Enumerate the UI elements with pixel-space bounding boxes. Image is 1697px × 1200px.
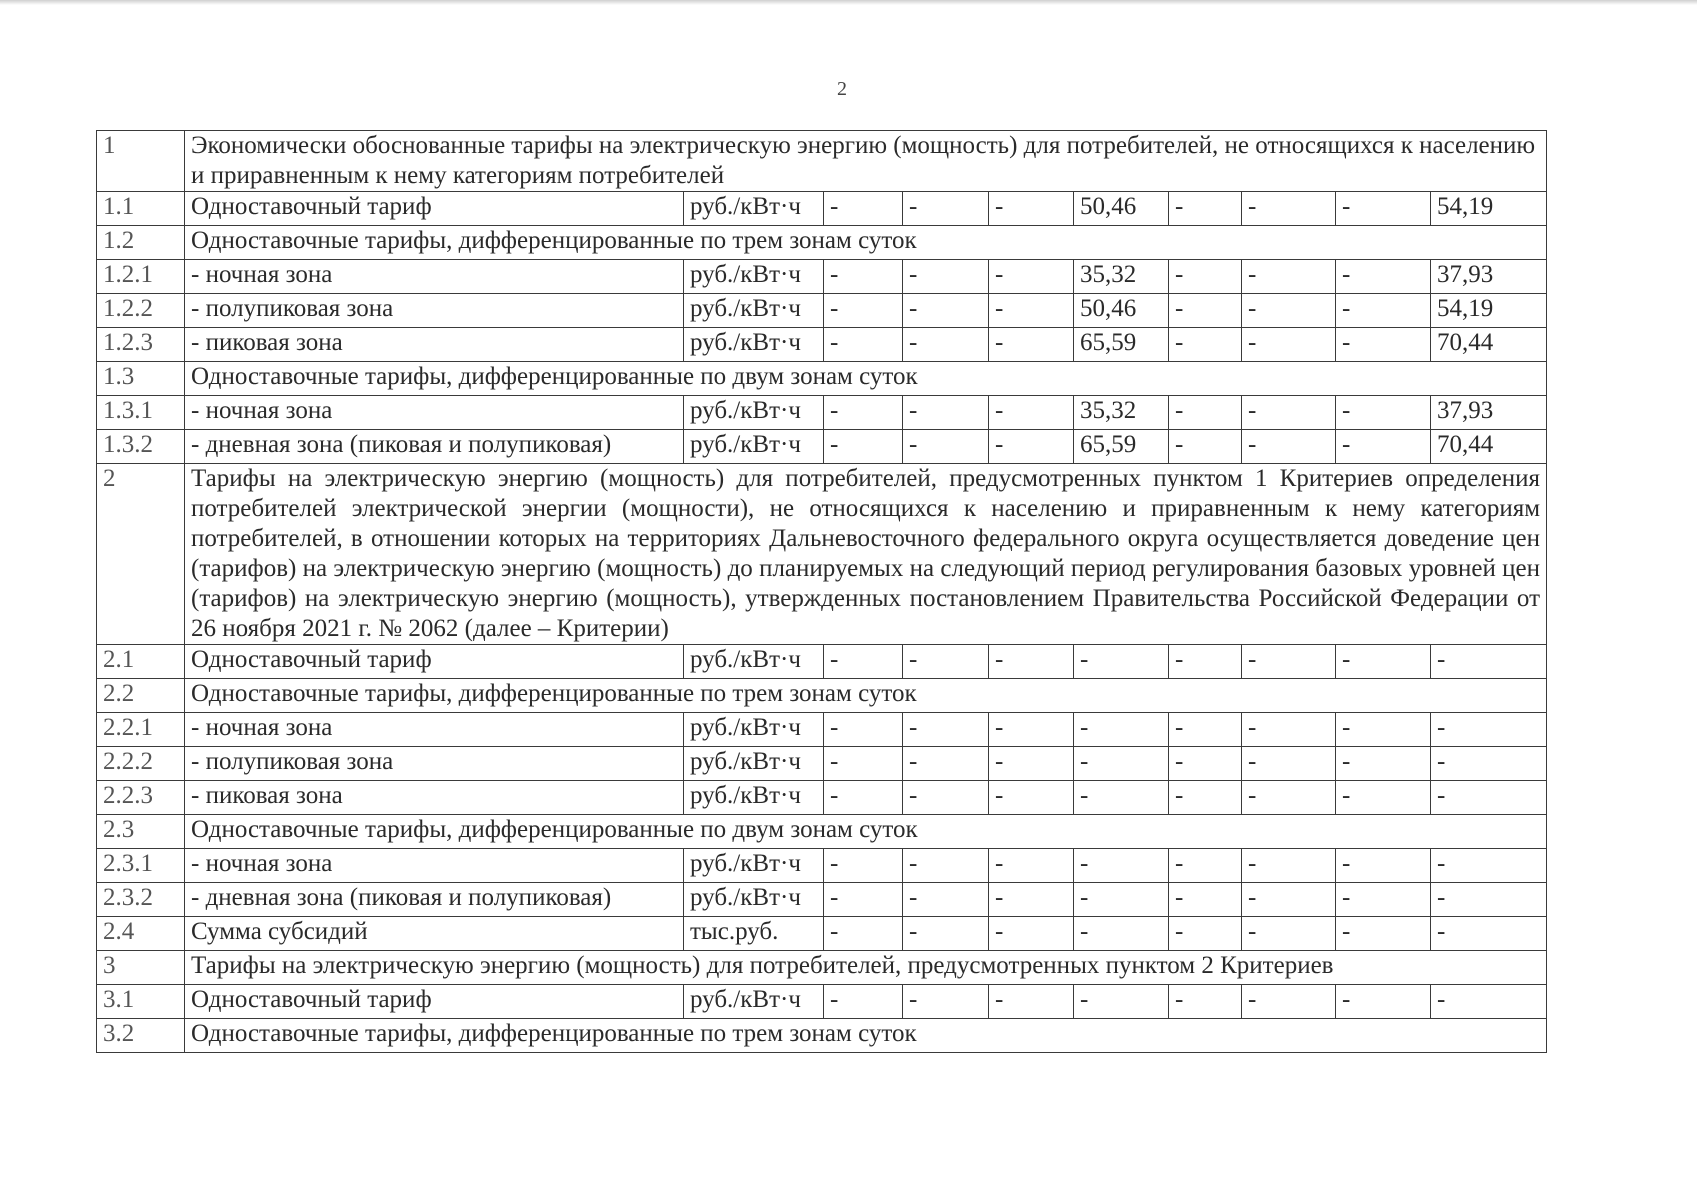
- row-number: 1.2.2: [97, 294, 185, 328]
- row-number: 1.1: [97, 192, 185, 226]
- value-cell: -: [824, 328, 903, 362]
- unit-cell: руб./кВт·ч: [684, 396, 824, 430]
- value-cell: -: [1242, 645, 1336, 679]
- row-number: 1.2.1: [97, 260, 185, 294]
- value-cell: -: [1242, 430, 1336, 464]
- indicator-name: - ночная зона: [185, 260, 684, 294]
- value-cell: 54,19: [1431, 294, 1547, 328]
- value-cell: -: [1074, 747, 1169, 781]
- indicator-name: Одноставочный тариф: [185, 985, 684, 1019]
- value-cell: -: [1169, 747, 1242, 781]
- value-cell: -: [1336, 985, 1431, 1019]
- value-cell: -: [1431, 713, 1547, 747]
- value-cell: -: [1169, 294, 1242, 328]
- value-cell: -: [1431, 645, 1547, 679]
- value-cell: -: [903, 849, 989, 883]
- section-row: [97, 1019, 1547, 1053]
- row-number: 2: [97, 464, 185, 645]
- value-cell: -: [1336, 260, 1431, 294]
- value-cell: -: [1074, 985, 1169, 1019]
- scan-top-edge: [0, 0, 1697, 5]
- section-title: Одноставочные тарифы, дифференцированные по трем зонам суток: [185, 1019, 1547, 1053]
- section-title: Одноставочные тарифы, дифференцированные по двум зонам суток: [185, 362, 1547, 396]
- value-cell: -: [903, 294, 989, 328]
- value-cell: -: [824, 747, 903, 781]
- section-row: [97, 226, 1547, 260]
- value-cell: -: [1336, 713, 1431, 747]
- unit-cell: руб./кВт·ч: [684, 781, 824, 815]
- value-cell: 65,59: [1074, 430, 1169, 464]
- value-cell: -: [1169, 781, 1242, 815]
- value-cell: -: [903, 883, 989, 917]
- value-cell: -: [1242, 917, 1336, 951]
- value-cell: -: [824, 985, 903, 1019]
- row-number: 1.3: [97, 362, 185, 396]
- tariff-table-body: [97, 131, 1547, 1053]
- value-cell: -: [903, 713, 989, 747]
- unit-cell: руб./кВт·ч: [684, 985, 824, 1019]
- value-cell: -: [903, 430, 989, 464]
- table-row: [97, 917, 1547, 951]
- indicator-name: Одноставочный тариф: [185, 645, 684, 679]
- unit-cell: руб./кВт·ч: [684, 713, 824, 747]
- row-number: 2.2.1: [97, 713, 185, 747]
- unit-cell: тыс.руб.: [684, 917, 824, 951]
- value-cell: -: [989, 713, 1074, 747]
- value-cell: -: [903, 192, 989, 226]
- value-cell: -: [1336, 294, 1431, 328]
- value-cell: 50,46: [1074, 294, 1169, 328]
- value-cell: 37,93: [1431, 396, 1547, 430]
- table-row: [97, 985, 1547, 1019]
- value-cell: -: [1336, 328, 1431, 362]
- value-cell: 54,19: [1431, 192, 1547, 226]
- value-cell: -: [1242, 985, 1336, 1019]
- value-cell: -: [1242, 781, 1336, 815]
- row-number: 2.2.2: [97, 747, 185, 781]
- value-cell: 50,46: [1074, 192, 1169, 226]
- value-cell: -: [1169, 328, 1242, 362]
- table-row: [97, 849, 1547, 883]
- section-title: Одноставочные тарифы, дифференцированные по трем зонам суток: [185, 226, 1547, 260]
- value-cell: -: [824, 781, 903, 815]
- unit-cell: руб./кВт·ч: [684, 849, 824, 883]
- value-cell: -: [989, 849, 1074, 883]
- table-row: [97, 645, 1547, 679]
- value-cell: -: [989, 747, 1074, 781]
- row-number: 1: [97, 131, 185, 192]
- value-cell: -: [1431, 781, 1547, 815]
- value-cell: -: [1169, 430, 1242, 464]
- unit-cell: руб./кВт·ч: [684, 294, 824, 328]
- value-cell: -: [989, 883, 1074, 917]
- value-cell: -: [989, 430, 1074, 464]
- unit-cell: руб./кВт·ч: [684, 192, 824, 226]
- value-cell: -: [1431, 849, 1547, 883]
- value-cell: -: [1169, 645, 1242, 679]
- value-cell: -: [1169, 396, 1242, 430]
- section-title: Тарифы на электрическую энергию (мощность) для потребителей, предусмотренных пунктом 1 Критериев определения потребителей электрической энергии (мощности), не относящихся к населению и приравненным к нему категориям потребителей, в отношении которых на территориях Дальневосточного федерального округа осуществляется доведение цен (тарифов) на электрическую энергию (мощность) до планируемых на следующий период регулирования базовых уровней цен (тарифов) на электрическую энергию (мощность), утвержденных постановлением Правительства Российской Федерации от 26 ноября 2021 г. № 2062 (далее – Критерии): [185, 464, 1547, 645]
- section-row: [97, 679, 1547, 713]
- value-cell: -: [1169, 849, 1242, 883]
- value-cell: -: [989, 294, 1074, 328]
- unit-cell: руб./кВт·ч: [684, 747, 824, 781]
- section-row: [97, 815, 1547, 849]
- value-cell: -: [1242, 747, 1336, 781]
- row-number: 2.3: [97, 815, 185, 849]
- indicator-name: - полупиковая зона: [185, 747, 684, 781]
- value-cell: -: [989, 781, 1074, 815]
- section-title: Одноставочные тарифы, дифференцированные по трем зонам суток: [185, 679, 1547, 713]
- section-row: [97, 131, 1547, 192]
- table-row: [97, 396, 1547, 430]
- value-cell: -: [824, 396, 903, 430]
- value-cell: -: [903, 645, 989, 679]
- value-cell: -: [1242, 713, 1336, 747]
- row-number: 1.3.1: [97, 396, 185, 430]
- indicator-name: Сумма субсидий: [185, 917, 684, 951]
- value-cell: -: [1242, 396, 1336, 430]
- table-row: [97, 260, 1547, 294]
- value-cell: -: [1242, 328, 1336, 362]
- value-cell: -: [1242, 192, 1336, 226]
- value-cell: -: [903, 396, 989, 430]
- table-row: [97, 781, 1547, 815]
- value-cell: -: [903, 747, 989, 781]
- row-number: 3.2: [97, 1019, 185, 1053]
- value-cell: -: [1431, 985, 1547, 1019]
- unit-cell: руб./кВт·ч: [684, 260, 824, 294]
- value-cell: -: [1242, 294, 1336, 328]
- value-cell: -: [989, 985, 1074, 1019]
- value-cell: -: [824, 883, 903, 917]
- value-cell: -: [903, 985, 989, 1019]
- value-cell: -: [903, 917, 989, 951]
- value-cell: -: [824, 645, 903, 679]
- value-cell: -: [824, 430, 903, 464]
- row-number: 2.4: [97, 917, 185, 951]
- value-cell: -: [1242, 883, 1336, 917]
- value-cell: -: [1431, 917, 1547, 951]
- indicator-name: - ночная зона: [185, 396, 684, 430]
- row-number: 2.3.2: [97, 883, 185, 917]
- indicator-name: - пиковая зона: [185, 781, 684, 815]
- value-cell: -: [1169, 917, 1242, 951]
- indicator-name: - ночная зона: [185, 849, 684, 883]
- value-cell: -: [1074, 883, 1169, 917]
- unit-cell: руб./кВт·ч: [684, 883, 824, 917]
- row-number: 3: [97, 951, 185, 985]
- value-cell: -: [824, 849, 903, 883]
- row-number: 2.1: [97, 645, 185, 679]
- section-row: [97, 951, 1547, 985]
- value-cell: -: [989, 192, 1074, 226]
- value-cell: -: [824, 917, 903, 951]
- row-number: 1.3.2: [97, 430, 185, 464]
- unit-cell: руб./кВт·ч: [684, 328, 824, 362]
- value-cell: -: [1336, 849, 1431, 883]
- indicator-name: Одноставочный тариф: [185, 192, 684, 226]
- section-row: [97, 362, 1547, 396]
- value-cell: -: [1336, 883, 1431, 917]
- value-cell: 65,59: [1074, 328, 1169, 362]
- value-cell: -: [989, 917, 1074, 951]
- value-cell: -: [989, 396, 1074, 430]
- value-cell: 70,44: [1431, 430, 1547, 464]
- value-cell: -: [1169, 192, 1242, 226]
- value-cell: -: [1074, 645, 1169, 679]
- value-cell: -: [1336, 781, 1431, 815]
- row-number: 1.2: [97, 226, 185, 260]
- row-number: 1.2.3: [97, 328, 185, 362]
- value-cell: -: [1074, 917, 1169, 951]
- table-row: [97, 747, 1547, 781]
- table-row: [97, 192, 1547, 226]
- indicator-name: - ночная зона: [185, 713, 684, 747]
- section-title: Тарифы на электрическую энергию (мощность) для потребителей, предусмотренных пунктом 2 Критериев: [185, 951, 1547, 985]
- value-cell: -: [1336, 430, 1431, 464]
- value-cell: -: [903, 781, 989, 815]
- value-cell: -: [1169, 883, 1242, 917]
- indicator-name: - полупиковая зона: [185, 294, 684, 328]
- value-cell: -: [1336, 917, 1431, 951]
- value-cell: -: [1242, 260, 1336, 294]
- value-cell: 37,93: [1431, 260, 1547, 294]
- row-number: 2.3.1: [97, 849, 185, 883]
- value-cell: -: [1431, 883, 1547, 917]
- table-row: [97, 294, 1547, 328]
- value-cell: -: [989, 260, 1074, 294]
- table-row: [97, 430, 1547, 464]
- table-row: [97, 883, 1547, 917]
- value-cell: 35,32: [1074, 260, 1169, 294]
- tariff-table: [96, 130, 1547, 1053]
- value-cell: -: [1336, 192, 1431, 226]
- value-cell: -: [1336, 645, 1431, 679]
- unit-cell: руб./кВт·ч: [684, 645, 824, 679]
- value-cell: -: [824, 260, 903, 294]
- value-cell: 70,44: [1431, 328, 1547, 362]
- section-title: Экономически обоснованные тарифы на электрическую энергию (мощность) для потребителей, не относящихся к населению и приравненным к нему категориям потребителей: [185, 131, 1547, 192]
- section-title: Одноставочные тарифы, дифференцированные по двум зонам суток: [185, 815, 1547, 849]
- value-cell: -: [1242, 849, 1336, 883]
- value-cell: -: [1074, 849, 1169, 883]
- value-cell: -: [1431, 747, 1547, 781]
- indicator-name: - пиковая зона: [185, 328, 684, 362]
- value-cell: -: [1169, 713, 1242, 747]
- table-row: [97, 328, 1547, 362]
- value-cell: -: [1074, 781, 1169, 815]
- value-cell: -: [1336, 747, 1431, 781]
- unit-cell: руб./кВт·ч: [684, 430, 824, 464]
- table-row: [97, 713, 1547, 747]
- row-number: 3.1: [97, 985, 185, 1019]
- value-cell: -: [824, 294, 903, 328]
- page-number: 2: [837, 78, 847, 100]
- value-cell: -: [989, 645, 1074, 679]
- value-cell: -: [1074, 713, 1169, 747]
- value-cell: -: [903, 260, 989, 294]
- value-cell: -: [1169, 260, 1242, 294]
- value-cell: 35,32: [1074, 396, 1169, 430]
- value-cell: -: [903, 328, 989, 362]
- section-row: [97, 464, 1547, 645]
- indicator-name: - дневная зона (пиковая и полупиковая): [185, 430, 684, 464]
- value-cell: -: [824, 192, 903, 226]
- row-number: 2.2.3: [97, 781, 185, 815]
- value-cell: -: [1169, 985, 1242, 1019]
- row-number: 2.2: [97, 679, 185, 713]
- value-cell: -: [989, 328, 1074, 362]
- indicator-name: - дневная зона (пиковая и полупиковая): [185, 883, 684, 917]
- value-cell: -: [1336, 396, 1431, 430]
- value-cell: -: [824, 713, 903, 747]
